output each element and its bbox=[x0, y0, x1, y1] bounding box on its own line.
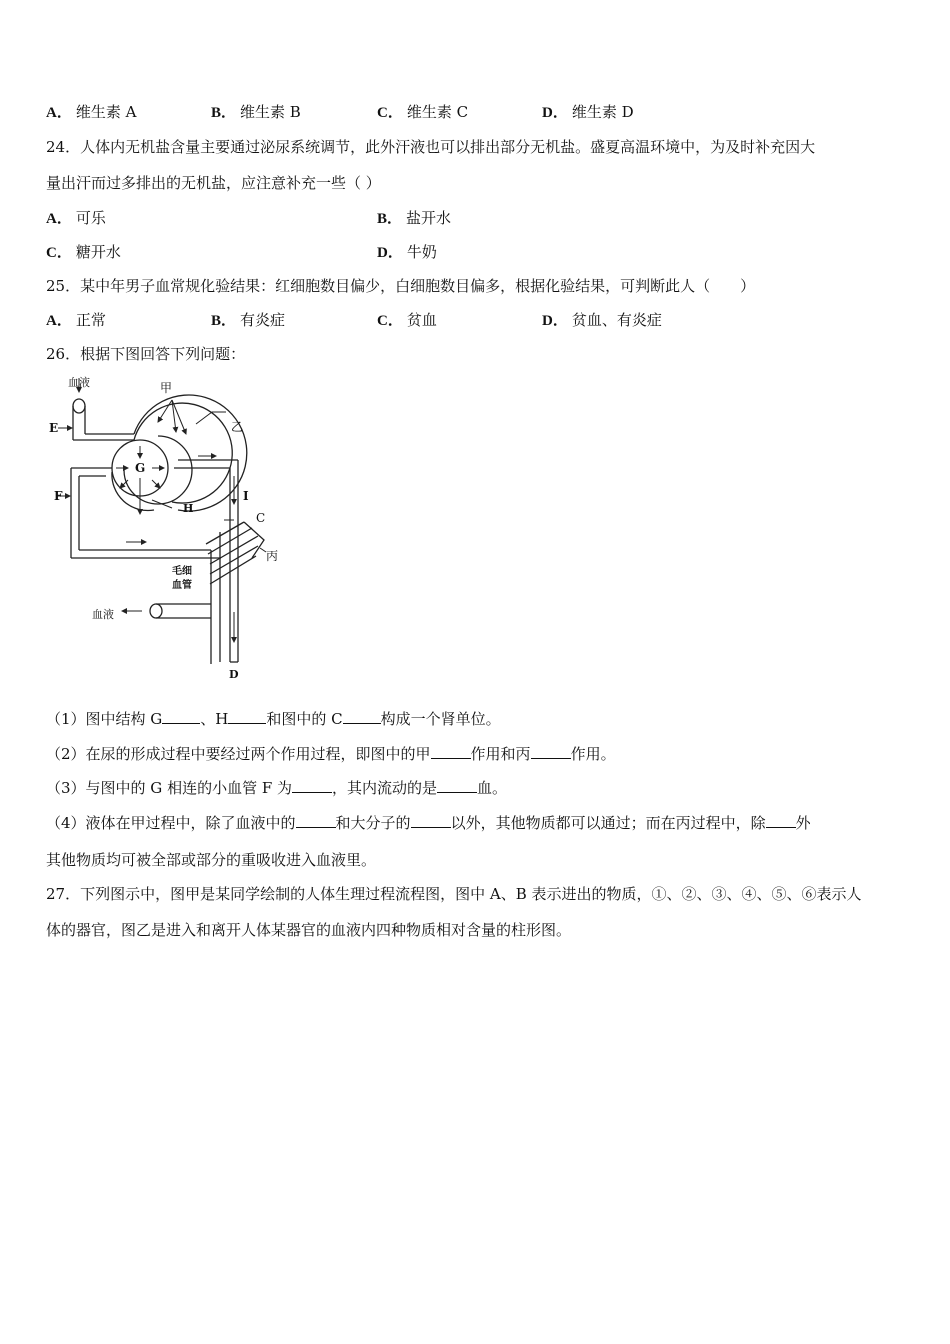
label-i: I bbox=[243, 489, 249, 503]
q24-stem-line1: 24．人体内无机盐含量主要通过泌尿系统调节，此外汗液也可以排出部分无机盐。盛夏高温环境中，为及时补充因大 bbox=[46, 138, 816, 156]
label-h: H bbox=[183, 502, 194, 515]
q23-option-b: B． 维生素 B bbox=[211, 103, 301, 121]
label-bing: 丙 bbox=[266, 549, 279, 563]
nephron-diagram bbox=[46, 372, 286, 688]
q23-option-a: A． 维生素 A bbox=[46, 103, 137, 121]
label-blood-out: 血液 bbox=[92, 608, 114, 621]
blank-f[interactable] bbox=[292, 778, 332, 793]
q25-option-a: A． 正常 bbox=[46, 311, 106, 329]
q24-option-c: C． 糖开水 bbox=[46, 243, 121, 261]
q25-stem: 25．某中年男子血常规化验结果：红细胞数目偏少，白细胞数目偏多，根据化验结果，可判断此人（ ） bbox=[46, 277, 756, 295]
label-jia: 甲 bbox=[160, 381, 173, 395]
q26-sub4-line1: （4）液体在甲过程中，除了血液中的 和大分子的 以外，其他物质都可以通过；而在丙过程中，除 外 bbox=[46, 814, 811, 832]
blank-bing[interactable] bbox=[531, 744, 571, 759]
q24-option-d: D． 牛奶 bbox=[377, 243, 437, 261]
q24-option-b: B． 盐开水 bbox=[377, 209, 452, 227]
q25-option-b: B． 有炎症 bbox=[211, 311, 286, 329]
label-capillary-2: 血管 bbox=[172, 580, 192, 591]
q25-option-d: D． 贫血、有炎症 bbox=[542, 311, 662, 329]
q23-option-d: D． 维生素 D bbox=[542, 103, 634, 121]
label-blood-in: 血液 bbox=[68, 376, 90, 389]
q26-sub2: （2）在尿的形成过程中要经过两个作用过程，即图中的甲 作用和丙 作用。 bbox=[46, 745, 616, 763]
label-e: E bbox=[49, 421, 59, 435]
label-f: F bbox=[54, 489, 63, 503]
blank-macromolecule[interactable] bbox=[411, 813, 451, 828]
blank-c[interactable] bbox=[343, 709, 381, 724]
q24-stem-line2: 量出汗而过多排出的无机盐，应注意补充一些（ ） bbox=[46, 174, 381, 192]
blank-blood-cell[interactable] bbox=[296, 813, 336, 828]
label-d: D bbox=[229, 668, 239, 681]
q26-sub3: （3）与图中的 G 相连的小血管 F 为 ，其内流动的是 血。 bbox=[46, 779, 508, 797]
q26-title: 26．根据下图回答下列问题： bbox=[46, 345, 246, 363]
q24-option-a: A． 可乐 bbox=[46, 209, 106, 227]
label-c: C bbox=[256, 511, 266, 525]
blank-except[interactable] bbox=[766, 813, 796, 828]
q27-stem-line1: 27．下列图示中，图甲是某同学绘制的人体生理过程流程图，图中 A、B 表示进出的物质，①、②、③、④、⑤、⑥表示人 bbox=[46, 885, 862, 903]
label-yi: 乙 bbox=[231, 420, 244, 434]
q26-sub1: （1）图中结构 G 、H 和图中的 C 构成一个肾单位。 bbox=[46, 710, 501, 728]
q23-option-c: C． 维生素 C bbox=[377, 103, 469, 121]
blood-in-vessel-end bbox=[73, 399, 85, 413]
blank-h[interactable] bbox=[228, 709, 266, 724]
label-capillary-1: 毛细 bbox=[172, 566, 192, 577]
label-g: G bbox=[135, 461, 146, 475]
q26-sub4-line2: 其他物质均可被全部或部分的重吸收进入血液里。 bbox=[46, 851, 377, 869]
q27-stem-line2: 体的器官，图乙是进入和离开人体某器官的血液内四种物质相对含量的柱形图。 bbox=[46, 921, 572, 939]
blank-g[interactable] bbox=[162, 709, 200, 724]
blank-blood-type[interactable] bbox=[437, 778, 477, 793]
blank-jia[interactable] bbox=[431, 744, 471, 759]
q25-option-c: C． 贫血 bbox=[377, 311, 437, 329]
